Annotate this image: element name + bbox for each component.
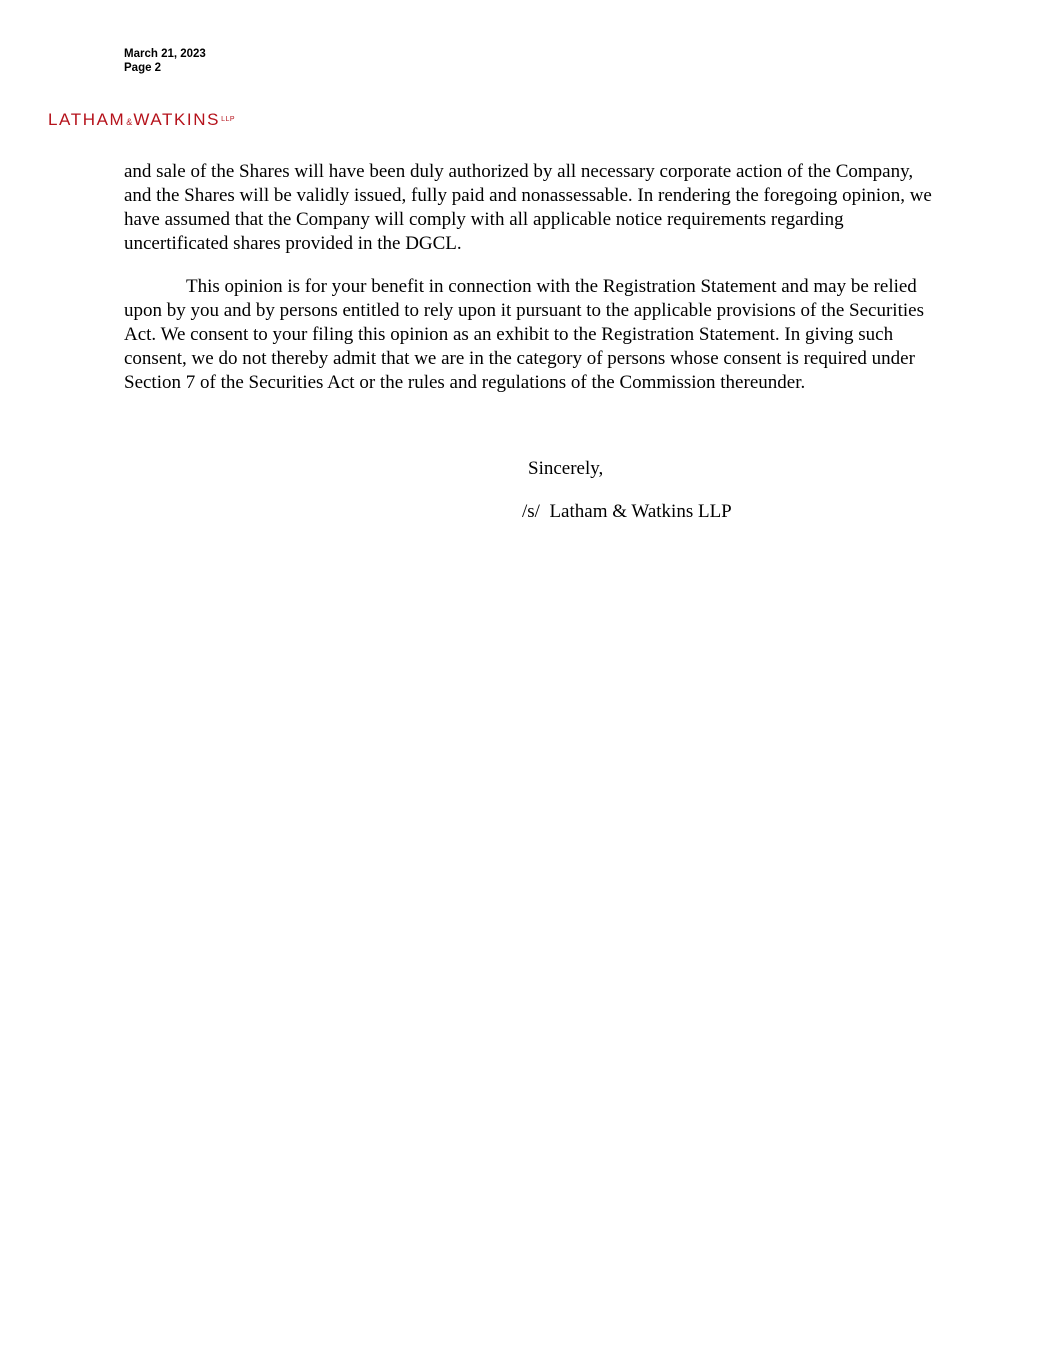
closing-salutation: Sincerely, <box>528 458 604 479</box>
page-header <box>124 47 206 75</box>
body-paragraph-1: and sale of the Shares will have been duly authorized by all necessary corporate action of the Company, and the Shares will be validly issued, fully paid and nonassessable. In rendering the foregoing opinion, we have assumed that the Company will comply with all applicable notice requirements regarding uncertificated shares provided in the DGCL. <box>124 161 932 254</box>
logo-suffix: LLP <box>221 116 236 123</box>
logo-name-part1: LATHAM <box>48 110 126 129</box>
header-page-number: Page 2 <box>124 62 162 74</box>
firm-logo <box>48 110 235 130</box>
logo-ampersand: & <box>126 117 133 127</box>
body-paragraph-2: This opinion is for your benefit in connection with the Registration Statement and may be relied upon by you and by persons entitled to rely upon it pursuant to the applicable provisions of the Securities Act. We consent to your filing this opinion as an exhibit to the Registration Statement. In giving such consent, we do not thereby admit that we are in the category of persons whose consent is required under Section 7 of the Securities Act or the rules and regulations of the Commission thereunder. <box>124 276 924 393</box>
logo-name-part2: WATKINS <box>133 110 221 129</box>
signature-line: /s/ Latham & Watkins LLP <box>522 501 732 522</box>
header-date: March 21, 2023 <box>124 48 206 60</box>
